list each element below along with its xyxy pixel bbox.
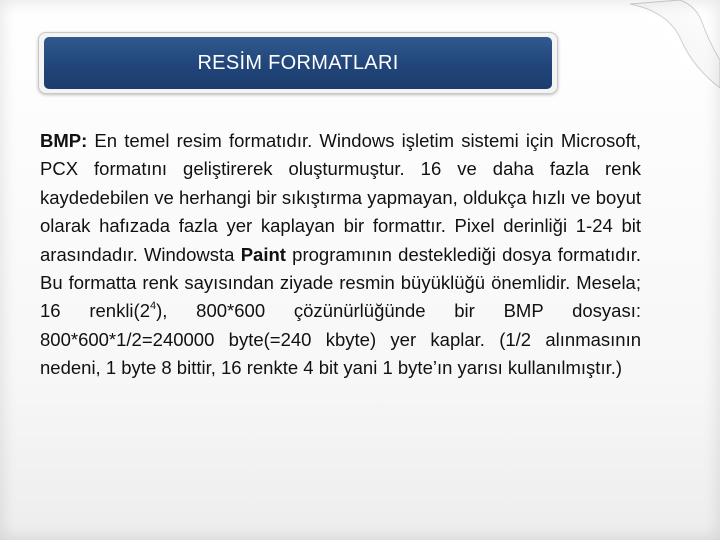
title-banner bbox=[44, 37, 552, 89]
page-curl-decoration bbox=[610, 0, 720, 90]
paint-bold-word: Paint bbox=[240, 243, 286, 265]
slide-title: RESİM FORMATLARI bbox=[197, 51, 399, 74]
paragraph-part-3: ), 800*600 çözünürlüğünde bir BMP dosyası: 800*600*1/2=240000 byte(=240 kbyte) yer kaplar. (1/2 alınmasının nedeni, 1 byte 8 bittir, 16 renkte 4 bit yani 1 byte’ın yarısı kullanılmıştır.) bbox=[40, 300, 641, 379]
title-frame bbox=[38, 32, 558, 94]
paragraph-part-1: En temel resim formatıdır. Windows işletim sistemi için Microsoft, PCX formatını geliştirerek oluşturmuştur. 16 ve daha fazla renk kaydedebilen ve herhangi bir sıkıştırma yapmayan, oldukça hızlı ve boyut olarak hafızada fazla yer kaplayan bir formattır. Pixel derinliği 1-24 bit arasındadır. Windowsta bbox=[40, 130, 641, 265]
paragraph-part-2: programının desteklediği dosya formatıdır. Bu formatta renk sayısından ziyade resmin büyüklüğü önemlidir. Mesela; 16 renkli(2 bbox=[40, 243, 641, 322]
bmp-label: BMP: bbox=[40, 130, 88, 151]
bmp-description-paragraph bbox=[40, 127, 641, 383]
exponent-superscript: 4 bbox=[150, 300, 157, 313]
